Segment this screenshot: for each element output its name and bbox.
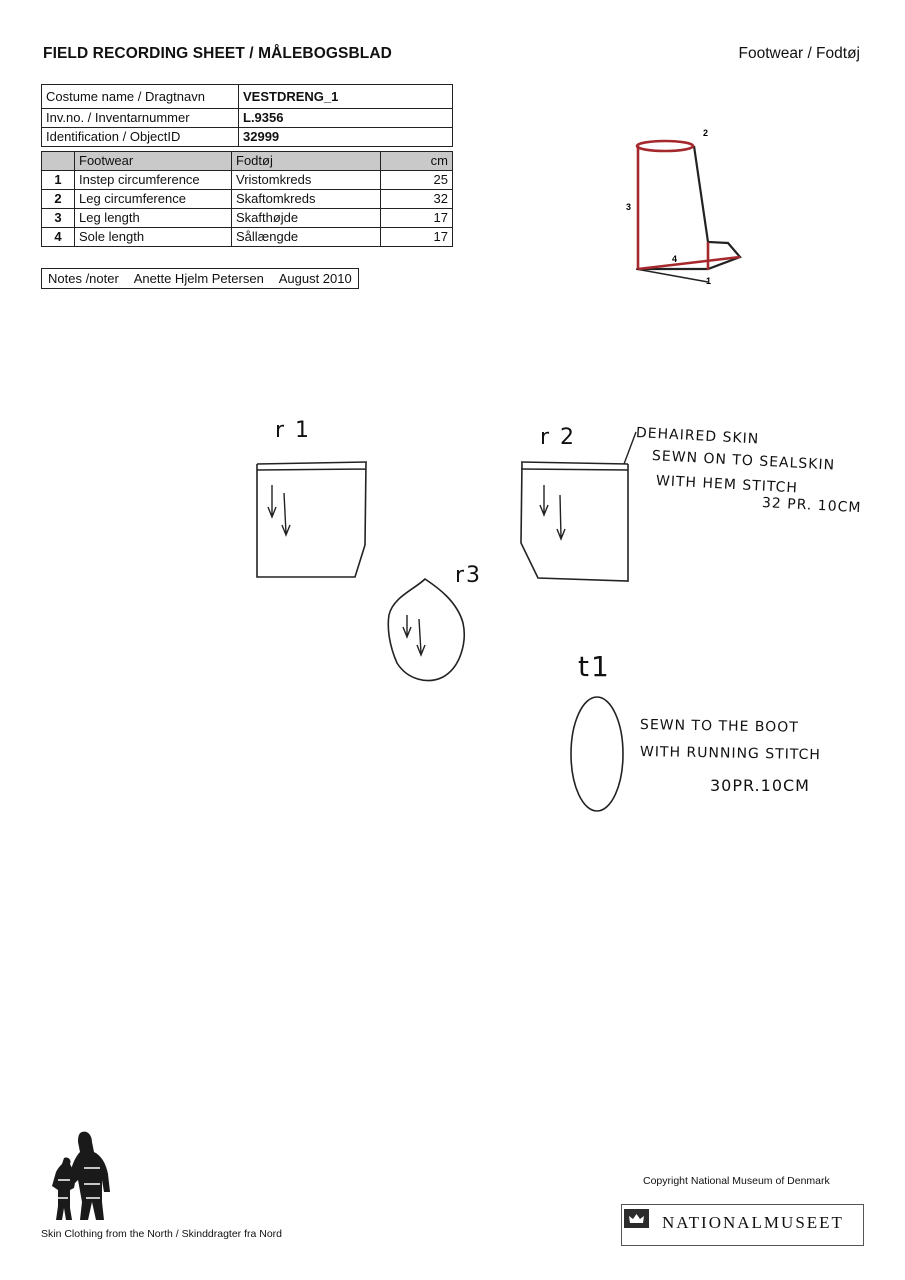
measure-name-dk: Vristomkreds	[232, 171, 381, 190]
boot-measurement-diagram	[610, 122, 760, 292]
r2-note-line-2: SEWN ON TO SEALSKIN	[651, 448, 836, 474]
object-id-label: Identification / ObjectID	[42, 128, 239, 147]
header-unit: cm	[381, 152, 453, 171]
row-number: 4	[42, 228, 75, 247]
measure-value: 25	[381, 171, 453, 190]
copyright-text: Copyright National Museum of Denmark	[643, 1175, 830, 1187]
sheet-title: FIELD RECORDING SHEET / MÅLEBOGSBLAD	[43, 45, 392, 62]
piece-label-r1: r 1	[275, 418, 312, 443]
museum-name: NATIONALMUSEET	[662, 1213, 844, 1232]
diagram-label-3: 3	[626, 202, 632, 212]
instep-guide-line	[636, 269, 708, 282]
notes-label: Notes /noter	[48, 271, 119, 286]
skin-clothing-logo-icon	[48, 1128, 128, 1222]
table-row	[42, 209, 453, 228]
measure-name-en: Instep circumference	[75, 171, 232, 190]
row-number: 1	[42, 171, 75, 190]
pattern-piece-r2	[512, 455, 637, 585]
row-number: 3	[42, 209, 75, 228]
header-footwear: Footwear	[75, 152, 232, 171]
measure-name-en: Sole length	[75, 228, 232, 247]
measurement-table	[41, 151, 453, 247]
row-number: 2	[42, 190, 75, 209]
measurement-header-row	[42, 152, 453, 171]
leg-circumference-mark	[637, 141, 693, 151]
header-fodtoj: Fodtøj	[232, 152, 381, 171]
grain-arrow-icon	[540, 485, 565, 539]
t1-note-line-2: WITH RUNNING STITCH	[639, 744, 822, 764]
piece-label-r3: r3	[455, 563, 483, 588]
measure-value: 17	[381, 228, 453, 247]
diagram-label-1: 1	[706, 276, 712, 286]
r2-note-line-1: DEHAIRED SKIN	[635, 425, 760, 448]
costume-info-table	[41, 84, 453, 147]
piece-label-t1: t1	[578, 650, 611, 683]
pattern-piece-r3	[385, 575, 470, 687]
category-title: Footwear / Fodtøj	[738, 45, 860, 62]
t1-note-line-3: 30PR.10CM	[710, 776, 810, 795]
diagram-label-2: 2	[703, 128, 709, 138]
measure-name-dk: Skafthøjde	[232, 209, 381, 228]
costume-name-label: Costume name / Dragtnavn	[42, 85, 239, 109]
crown-icon	[624, 1209, 649, 1228]
table-row	[42, 190, 453, 209]
notes-date: August 2010	[278, 271, 352, 286]
pattern-piece-t1	[565, 692, 635, 817]
measure-value: 32	[381, 190, 453, 209]
inventory-number-value: L.9356	[239, 109, 453, 128]
notes-author: Anette Hjelm Petersen	[133, 271, 264, 286]
t1-note-line-1: SEWN TO THE BOOT	[639, 717, 799, 736]
table-row	[42, 171, 453, 190]
table-row	[42, 109, 453, 128]
boot-outline	[637, 146, 740, 269]
grain-arrow-icon	[268, 485, 290, 535]
measure-name-dk: Sållængde	[232, 228, 381, 247]
diagram-label-4: 4	[672, 254, 678, 264]
piece-label-r2: r 2	[540, 425, 577, 450]
measure-name-en: Leg length	[75, 209, 232, 228]
pattern-piece-r1	[250, 455, 375, 585]
notes-box	[41, 268, 359, 289]
table-row	[42, 85, 453, 109]
measure-name-dk: Skaftomkreds	[232, 190, 381, 209]
table-row	[42, 228, 453, 247]
r2-note-line-3: WITH HEM STITCH	[655, 473, 799, 497]
measure-value: 17	[381, 209, 453, 228]
footer-caption: Skin Clothing from the North / Skinddragter fra Nord	[41, 1228, 283, 1240]
grain-arrow-icon	[403, 615, 425, 655]
costume-name-value: VESTDRENG_1	[239, 85, 453, 109]
table-row	[42, 128, 453, 147]
header-number-cell	[42, 152, 75, 171]
object-id-value: 32999	[239, 128, 453, 147]
inventory-number-label: Inv.no. / Inventarnummer	[42, 109, 239, 128]
r2-note-line-4: 32 PR. 10CM	[761, 495, 862, 517]
measure-name-en: Leg circumference	[75, 190, 232, 209]
